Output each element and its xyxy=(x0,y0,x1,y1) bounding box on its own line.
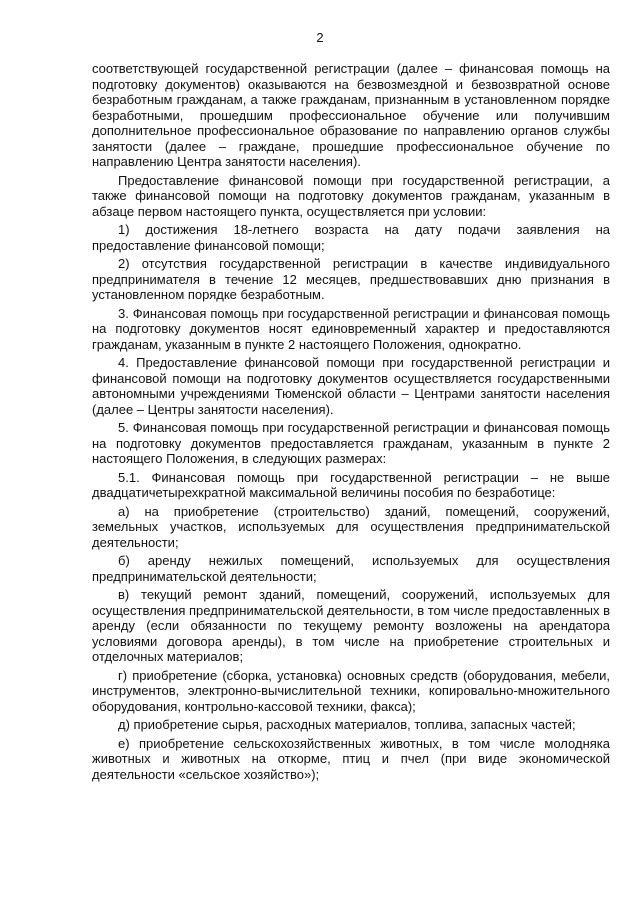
paragraph-subitem-g: г) приобретение (сборка, установка) основных средств (оборудования, мебели, инструментов, электронно-вычислительной техники, копировально-множительного оборудования, контрольно-кассовой техники, факса); xyxy=(92,667,610,714)
paragraph-item-5: 5. Финансовая помощь при государственной регистрации и финансовая помощь на подготовку документов предоставляется гражданам, указанным в пункте 2 настоящего Положения, в следующих размерах: xyxy=(92,420,610,466)
paragraph-subitem-v: в) текущий ремонт зданий, помещений, сооружений, используемых для осуществления предпринимательской деятельности, в том числе предоставленных в аренду (если обязанности по текущему ремонту возложены на арендатора условиями договора аренды), в том числе на приобретение строительных и отделочных материалов; xyxy=(92,587,610,664)
page-number: 2 xyxy=(316,30,324,45)
paragraph-subitem-b: б) аренду нежилых помещений, используемых для осуществления предпринимательской деятельности; xyxy=(92,553,610,584)
paragraph-subitem-e: е) приобретение сельскохозяйственных животных, в том числе молодняка животных и животных на откорме, птиц и пчел (при виде экономической деятельности «сельское хозяйство»); xyxy=(92,735,610,782)
paragraph-conditions-intro: Предоставление финансовой помощи при государственной регистрации, а также финансовой помощи на подготовку документов гражданам, указанным в абзаце первом настоящего пункта, осуществляется при условии: xyxy=(92,172,610,219)
paragraph-condition-1: 1) достижения 18-летнего возраста на дату подачи заявления на предоставление финансовой помощи; xyxy=(92,222,610,253)
paragraph-subitem-a: а) на приобретение (строительство) зданий, помещений, сооружений, земельных участков, используемых для осуществления предпринимательской деятельности; xyxy=(92,503,610,550)
paragraph-continuation: соответствующей государственной регистрации (далее – финансовая помощь на подготовку документов) оказываются на безвозмездной и безвозвратной основе безработным гражданам, а также гражданам, признанным в установленном порядке безработными, прошедшим профессиональное обучение или получившим дополнительное профессиональное образование по направлению органов службы занятости (далее – граждане, прошедшие профессиональное обучение по направлению Центра занятости населения). xyxy=(92,61,610,169)
document-body xyxy=(92,61,610,785)
paragraph-subitem-d: д) приобретение сырья, расходных материалов, топлива, запасных частей; xyxy=(118,717,576,732)
paragraph-item-5-1: 5.1. Финансовая помощь при государственной регистрации – не выше двадцатичетырехкратной максимальной величины пособия по безработице: xyxy=(92,469,610,500)
paragraph-condition-2: 2) отсутствия государственной регистрации в качестве индивидуального предпринимателя в течение 12 месяцев, предшествовавших дню признания в установленном порядке безработным. xyxy=(92,256,610,302)
paragraph-item-4: 4. Предоставление финансовой помощи при государственной регистрации и финансовой помощи на подготовку документов осуществляется государственными автономными учреждениями Тюменской области – Центрами занятости населения (далее – Центры занятости населения). xyxy=(92,355,610,417)
paragraph-item-3: 3. Финансовая помощь при государственной регистрации и финансовая помощь на подготовку документов носят единовременный характер и предоставляются гражданам, указанным в пункте 2 настоящего Положения, однократно. xyxy=(92,305,610,352)
